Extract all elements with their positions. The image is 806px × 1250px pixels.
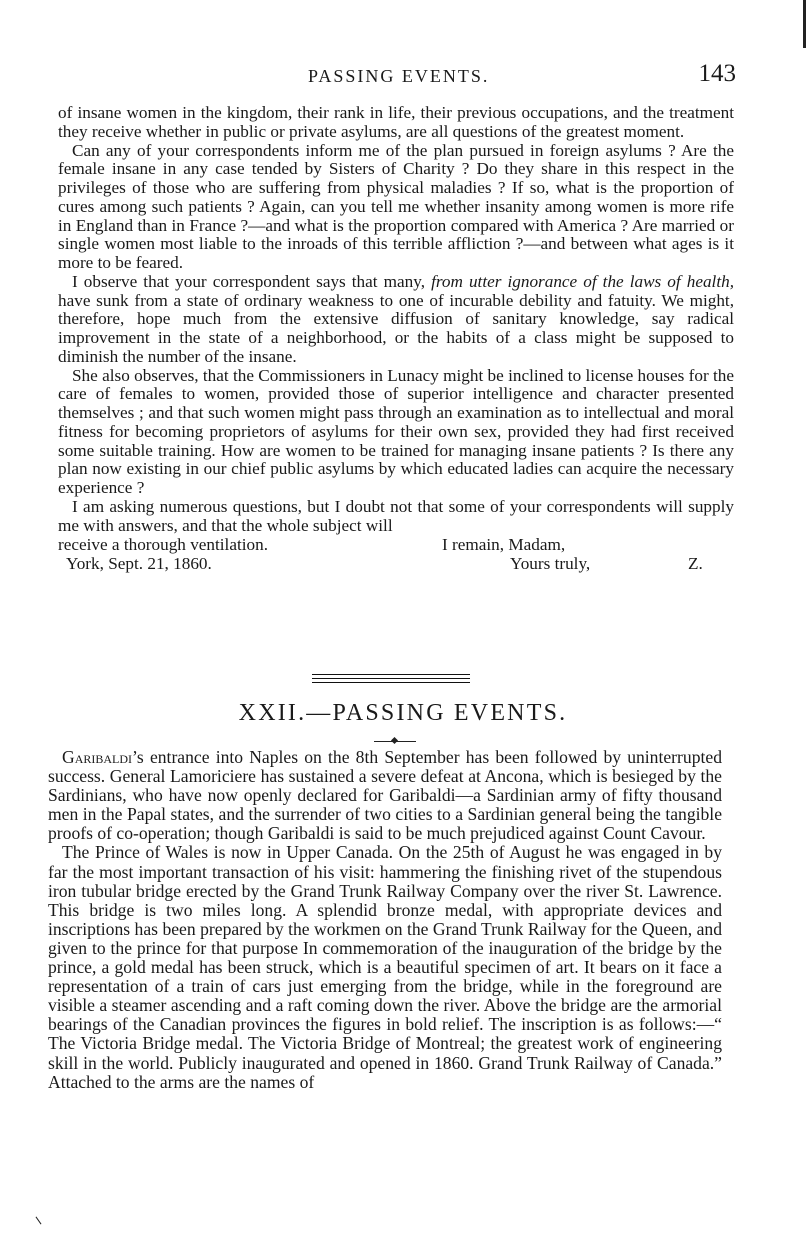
letter-column <box>58 104 734 573</box>
heading-ornament <box>374 738 416 746</box>
letter-paragraph <box>58 273 734 367</box>
section-paragraph <box>48 748 722 843</box>
separator-line <box>312 674 470 675</box>
letter-italic-phrase: from utter ignorance of the laws of health, <box>431 271 734 291</box>
signature-line <box>58 554 734 573</box>
yours-truly: Yours truly, <box>510 554 591 574</box>
running-head-title: PASSING EVENTS. <box>308 66 490 86</box>
separator-line <box>312 678 470 679</box>
stray-ink-mark <box>34 1214 46 1226</box>
closing-text: receive a thorough ventilation. <box>58 535 268 555</box>
closing-line <box>58 535 734 554</box>
page-number: 143 <box>698 60 736 87</box>
ink-stroke <box>36 1217 42 1225</box>
section-heading: XXII.—PASSING EVENTS. <box>238 700 568 726</box>
separator-line <box>312 682 470 683</box>
section-separator <box>312 674 470 684</box>
letter-text: I observe that your correspondent says that many, <box>72 271 432 291</box>
signature: Z. <box>688 554 703 574</box>
lead-name: Garibaldi <box>62 747 133 767</box>
section-paragraph: The Prince of Wales is now in Upper Canada. On the 25th of August he was engaged in by far the most important transaction of his visit: hammering the finishing rivet of the stupendous iron tubular bridge erected by the Grand Trunk Railway Company over the river St. Lawrence. This bridge is two miles long. A splendid bronze medal, with appropriate devices and inscriptions has been prepared by the workmen on the Grand Trunk Railway for the Queen, and given to the prince for that purpose In commemoration of the inauguration of the bridge by the prince, a gold medal has been struck, which is a beautiful specimen of art. It bears on it face a representation of a train of cars just emerging from the bridge, while in the foreground are visible a steamer ascending and a raft coming down the river. Above the bridge are the armorial bearings of the Canadian provinces the figures in bold relief. The inscription is as follows:—“ The Victoria Bridge medal. The Victoria Bridge of Montreal; the greatest work of engineering skill in the world. Publicly inaugurated and opened in 1860. Grand Trunk Railway of Canada.” Attached to the arms are the names of <box>48 842 722 1092</box>
letter-paragraph: She also observes, that the Commissioners in Lunacy might be inclined to license houses for the care of females to women, provided those of superior intelligence and character presented themselves ; and that such women might pass through an examination as to intellectual and moral fitness for becoming proprietors of asylums for their own sex, provided they had first received some suitable training. How are women to be trained for managing insane patients ? Is there any plan now existing in our chief public asylums by which educated ladies can acquire the necessary experience ? <box>58 365 734 497</box>
valediction: I remain, Madam, <box>442 535 566 555</box>
letter-paragraph: I am asking numerous questions, but I doubt not that some of your correspondents will supply me with answers, and that the whole subject will <box>58 496 734 535</box>
section-body <box>48 748 722 1092</box>
letter-paragraph: Can any of your correspondents inform me of the plan pursued in foreign asylums ? Are the female insane in any case tended by Sisters of Charity ? Do they share in this respect in the privileges of those who are suffering from physical maladies ? If so, what is the proportion of cures among such patients ? Again, can you tell me whether insanity among women is more rife in England than in France ?—and what is the proportion compared with America ? Are married or single women most liable to the inroads of this terrible affliction ?—and between what ages is it more to be feared. <box>58 140 734 272</box>
ornament-diamond-icon <box>391 737 398 744</box>
place-date: York, Sept. 21, 1860. <box>66 554 212 574</box>
letter-paragraph: of insane women in the kingdom, their rank in life, their previous occupations, and the treatment they receive whether in public or private asylums, are all questions of the greatest moment. <box>58 103 734 141</box>
letter-text: have sunk from a state of ordinary weakness to one of incurable debility and fatuity. We might, therefore, hope much from the extensive diffusion of sanitary knowledge, say radical improvement in the state of a neighborhood, or the habits of a class might be supposed to diminish the number of the insane. <box>58 290 734 366</box>
section-text: ’s entrance into Naples on the 8th September has been followed by uninterrupted success. General Lamoriciere has sustained a severe defeat at Ancona, which is besieged by the Sardinians, who have now openly declared for Garibaldi—a Sardinian army of fifty thousand men in the Papal states, and the surrender of two cities to a Sardinian general being the tangible proofs of co-operation; though Garibaldi is said to be much prejudiced against Count Cavour. <box>48 747 722 844</box>
running-head <box>56 60 736 90</box>
